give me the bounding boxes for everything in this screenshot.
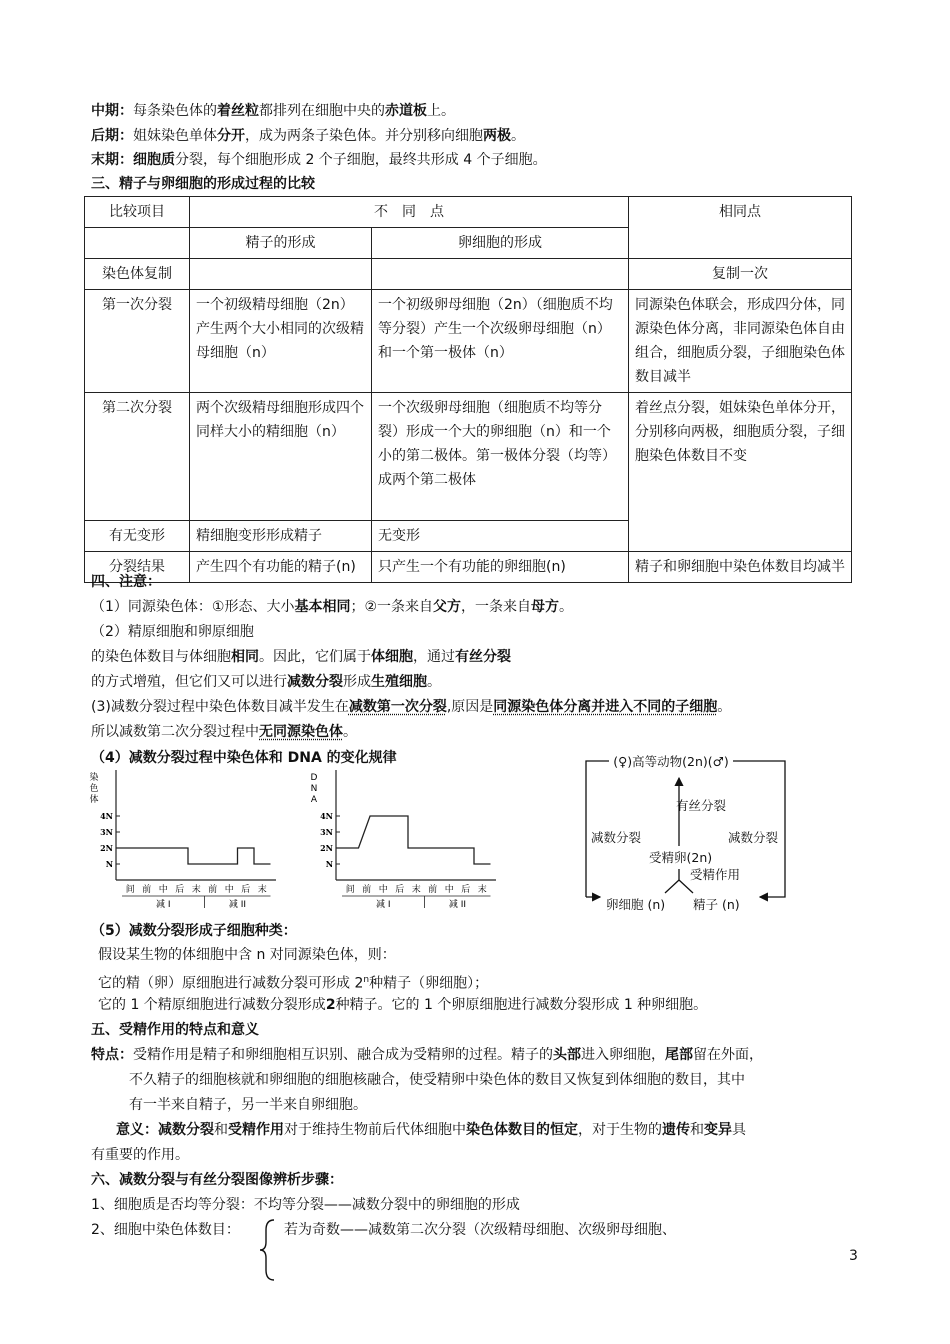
dna-chart — [306, 768, 496, 913]
table-row: 染色体复制 复制一次 — [85, 259, 852, 290]
y-tick-label: N — [105, 859, 113, 869]
feature-line2: 不久精子的细胞核就和卵细胞的细胞核融合，使受精卵中染色体的数目又恢复到体细胞的数目，其中 — [129, 1072, 745, 1088]
header-item: 比较项目 — [85, 197, 190, 228]
y-tick-label: 2N — [100, 843, 113, 853]
flow-fertilization: 受精作用 — [690, 867, 741, 882]
y-axis-label: 色 — [89, 784, 99, 794]
x-tick-label: 末 — [191, 885, 201, 895]
table-row: 有无变形 精细胞变形形成精子 无变形 — [85, 521, 852, 552]
x-tick-label: 前 — [208, 885, 218, 895]
y-tick-label: 2N — [320, 843, 333, 853]
x-tick-label: 间 — [125, 885, 135, 895]
feature-line1: 特点：受精作用是精子和卵细胞相互识别、融合成为受精卵的过程。精子的头部进入卵细胞，尾部留在外面， — [91, 1047, 763, 1063]
life-cycle-diagram — [583, 752, 788, 912]
note5-line2: 它的精（卵）原细胞进行减数分裂可形成 2$^n$种精子（卵细胞）； — [98, 975, 489, 992]
x-tick-label: 末 — [477, 885, 487, 895]
y-axis-label: 体 — [89, 795, 99, 805]
y-axis-label: 染 — [89, 773, 99, 783]
data-series-line — [336, 816, 491, 864]
note5-title: （5）减数分裂形成子细胞种类： — [91, 923, 297, 939]
y-axis-label: N — [310, 784, 318, 794]
right-loop-line — [733, 761, 785, 897]
step2-odd: 若为奇数——减数第二次分裂（次级精母细胞、次级卵母细胞、 — [284, 1222, 676, 1238]
section4-title: 四、注意： — [91, 574, 161, 590]
curly-brace-icon — [258, 1218, 278, 1282]
x-tick-label: 后 — [461, 885, 471, 895]
table-row: 第二次分裂 两个次级精母细胞形成四个同样大小的精细胞（n） 一个次级卵母细胞（细胞质不均等分裂）形成一个大的卵细胞（n）和一个小的第二极体。第一极体分裂（均等）成两个第二极体 着丝点分裂，姐妹染色单体分开，分别移向两极，细胞质分裂，子细胞染色体数目不变 — [85, 393, 852, 521]
stage-label: 减 II — [228, 900, 247, 910]
page-number: 3 — [849, 1248, 858, 1264]
y-tick-label: 4N — [320, 811, 333, 821]
step1: 1、细胞质是否均等分裂：不均等分裂——减数分裂中的卵细胞的形成 — [91, 1197, 520, 1213]
x-tick-label: 末 — [411, 885, 421, 895]
anaphase-line: 后期：姐妹染色单体分开，成为两条子染色体。并分别移向细胞两极。 — [91, 128, 525, 144]
x-tick-label: 中 — [378, 885, 388, 895]
note2-title: （2）精原细胞和卵原细胞 — [91, 624, 254, 640]
flow-zygote: 受精卵(2n) — [649, 850, 713, 865]
flow-meiosis-left: 减数分裂 — [591, 830, 642, 845]
x-tick-label: 前 — [142, 885, 152, 895]
left-loop-line — [586, 761, 609, 897]
stage-label: 减 I — [375, 900, 391, 910]
y-axis-label: A — [310, 795, 318, 805]
note2-line2: 的方式增殖，但它们又可以进行减数分裂形成生殖细胞。 — [91, 674, 441, 690]
x-tick-label: 前 — [428, 885, 438, 895]
y-tick-label: 4N — [100, 811, 113, 821]
x-tick-label: 末 — [257, 885, 267, 895]
note4-title: （4）减数分裂过程中染色体和 DNA 的变化规律 — [91, 750, 397, 766]
x-tick-label: 后 — [175, 885, 185, 895]
flow-sperm: 精子 (n) — [693, 897, 740, 912]
note5-line3: 它的 1 个精原细胞进行减数分裂形成2种精子。它的 1 个卵原细胞进行减数分裂形成 1 种卵细胞。 — [98, 997, 708, 1013]
x-tick-label: 前 — [362, 885, 372, 895]
flow-egg: 卵细胞 (n) — [606, 897, 666, 912]
x-tick-label: 中 — [224, 885, 234, 895]
x-tick-label: 中 — [444, 885, 454, 895]
flow-top: (♀)高等动物(2n)(♂) — [613, 754, 729, 769]
telophase-line: 末期：细胞质分裂，每个细胞形成 2 个子细胞，最终共形成 4 个子细胞。 — [91, 152, 547, 168]
y-tick-label: 3N — [320, 827, 333, 837]
x-tick-label: 后 — [395, 885, 405, 895]
stage-label: 减 I — [155, 900, 171, 910]
chromosome-chart — [86, 768, 276, 913]
flow-meiosis-right: 减数分裂 — [728, 830, 779, 845]
note3-line2: 所以减数第二次分裂过程中无同源染色体。 — [91, 724, 357, 740]
flow-mitosis: 有丝分裂 — [676, 798, 727, 813]
data-series-line — [116, 848, 271, 864]
metaphase-line: 中期：每条染色体的着丝粒都排列在细胞中央的赤道板上。 — [91, 103, 455, 119]
header-diff: 不 同 点 — [190, 197, 629, 228]
section5-title: 五、受精作用的特点和意义 — [91, 1022, 259, 1038]
step2-label: 2、细胞中染色体数目： — [91, 1222, 240, 1238]
note3-line1: (3)减数分裂过程中染色体数目减半发生在减数第一次分裂,原因是同源染色体分离并进入不同的子细胞。 — [91, 699, 732, 715]
table-row: 分裂结果 产生四个有功能的精子(n) 只产生一个有功能的卵细胞(n) 精子和卵细胞中染色体数目均减半 — [85, 552, 852, 583]
y-axis-label: D — [310, 773, 318, 783]
y-tick-label: N — [325, 859, 333, 869]
y-tick-label: 3N — [100, 827, 113, 837]
x-tick-label: 中 — [158, 885, 168, 895]
header-egg: 卵细胞的形成 — [372, 228, 629, 259]
fertilization-left-branch — [665, 880, 679, 893]
note2-line1: 的染色体数目与体细胞相同。因此，它们属于体细胞，通过有丝分裂 — [91, 649, 511, 665]
significance-line2: 有重要的作用。 — [91, 1147, 189, 1163]
header-sperm: 精子的形成 — [190, 228, 372, 259]
section3-title: 三、精子与卵细胞的形成过程的比较 — [91, 176, 315, 192]
table-header-row — [85, 197, 852, 228]
section6-title: 六、减数分裂与有丝分裂图像辨析步骤： — [91, 1172, 343, 1188]
header-same: 相同点 — [629, 197, 852, 259]
comparison-table — [84, 196, 852, 583]
table-row: 第一次分裂 一个初级精母细胞（2n）产生两个大小相同的次级精母细胞（n） 一个初级卵母细胞（2n）（细胞质不均等分裂）产生一个次级卵母细胞（n）和一个第一极体（n） 同源染色体联会，形成四分体，同源染色体分离，非同源染色体自由组合，细胞质分裂，子细胞染色体数目减半 — [85, 290, 852, 393]
x-tick-label: 后 — [241, 885, 251, 895]
x-tick-label: 间 — [345, 885, 355, 895]
note1: （1）同源染色体：①形态、大小基本相同；②一条来自父方，一条来自母方。 — [91, 599, 574, 615]
note5-line1: 假设某生物的体细胞中含 n 对同源染色体，则： — [98, 947, 396, 963]
stage-label: 减 II — [448, 900, 467, 910]
feature-line3: 有一半来自精子，另一半来自卵细胞。 — [129, 1097, 367, 1113]
significance-line1: 意义：减数分裂和受精作用对于维持生物前后代体细胞中染色体数目的恒定，对于生物的遗传和变异具 — [116, 1122, 746, 1138]
